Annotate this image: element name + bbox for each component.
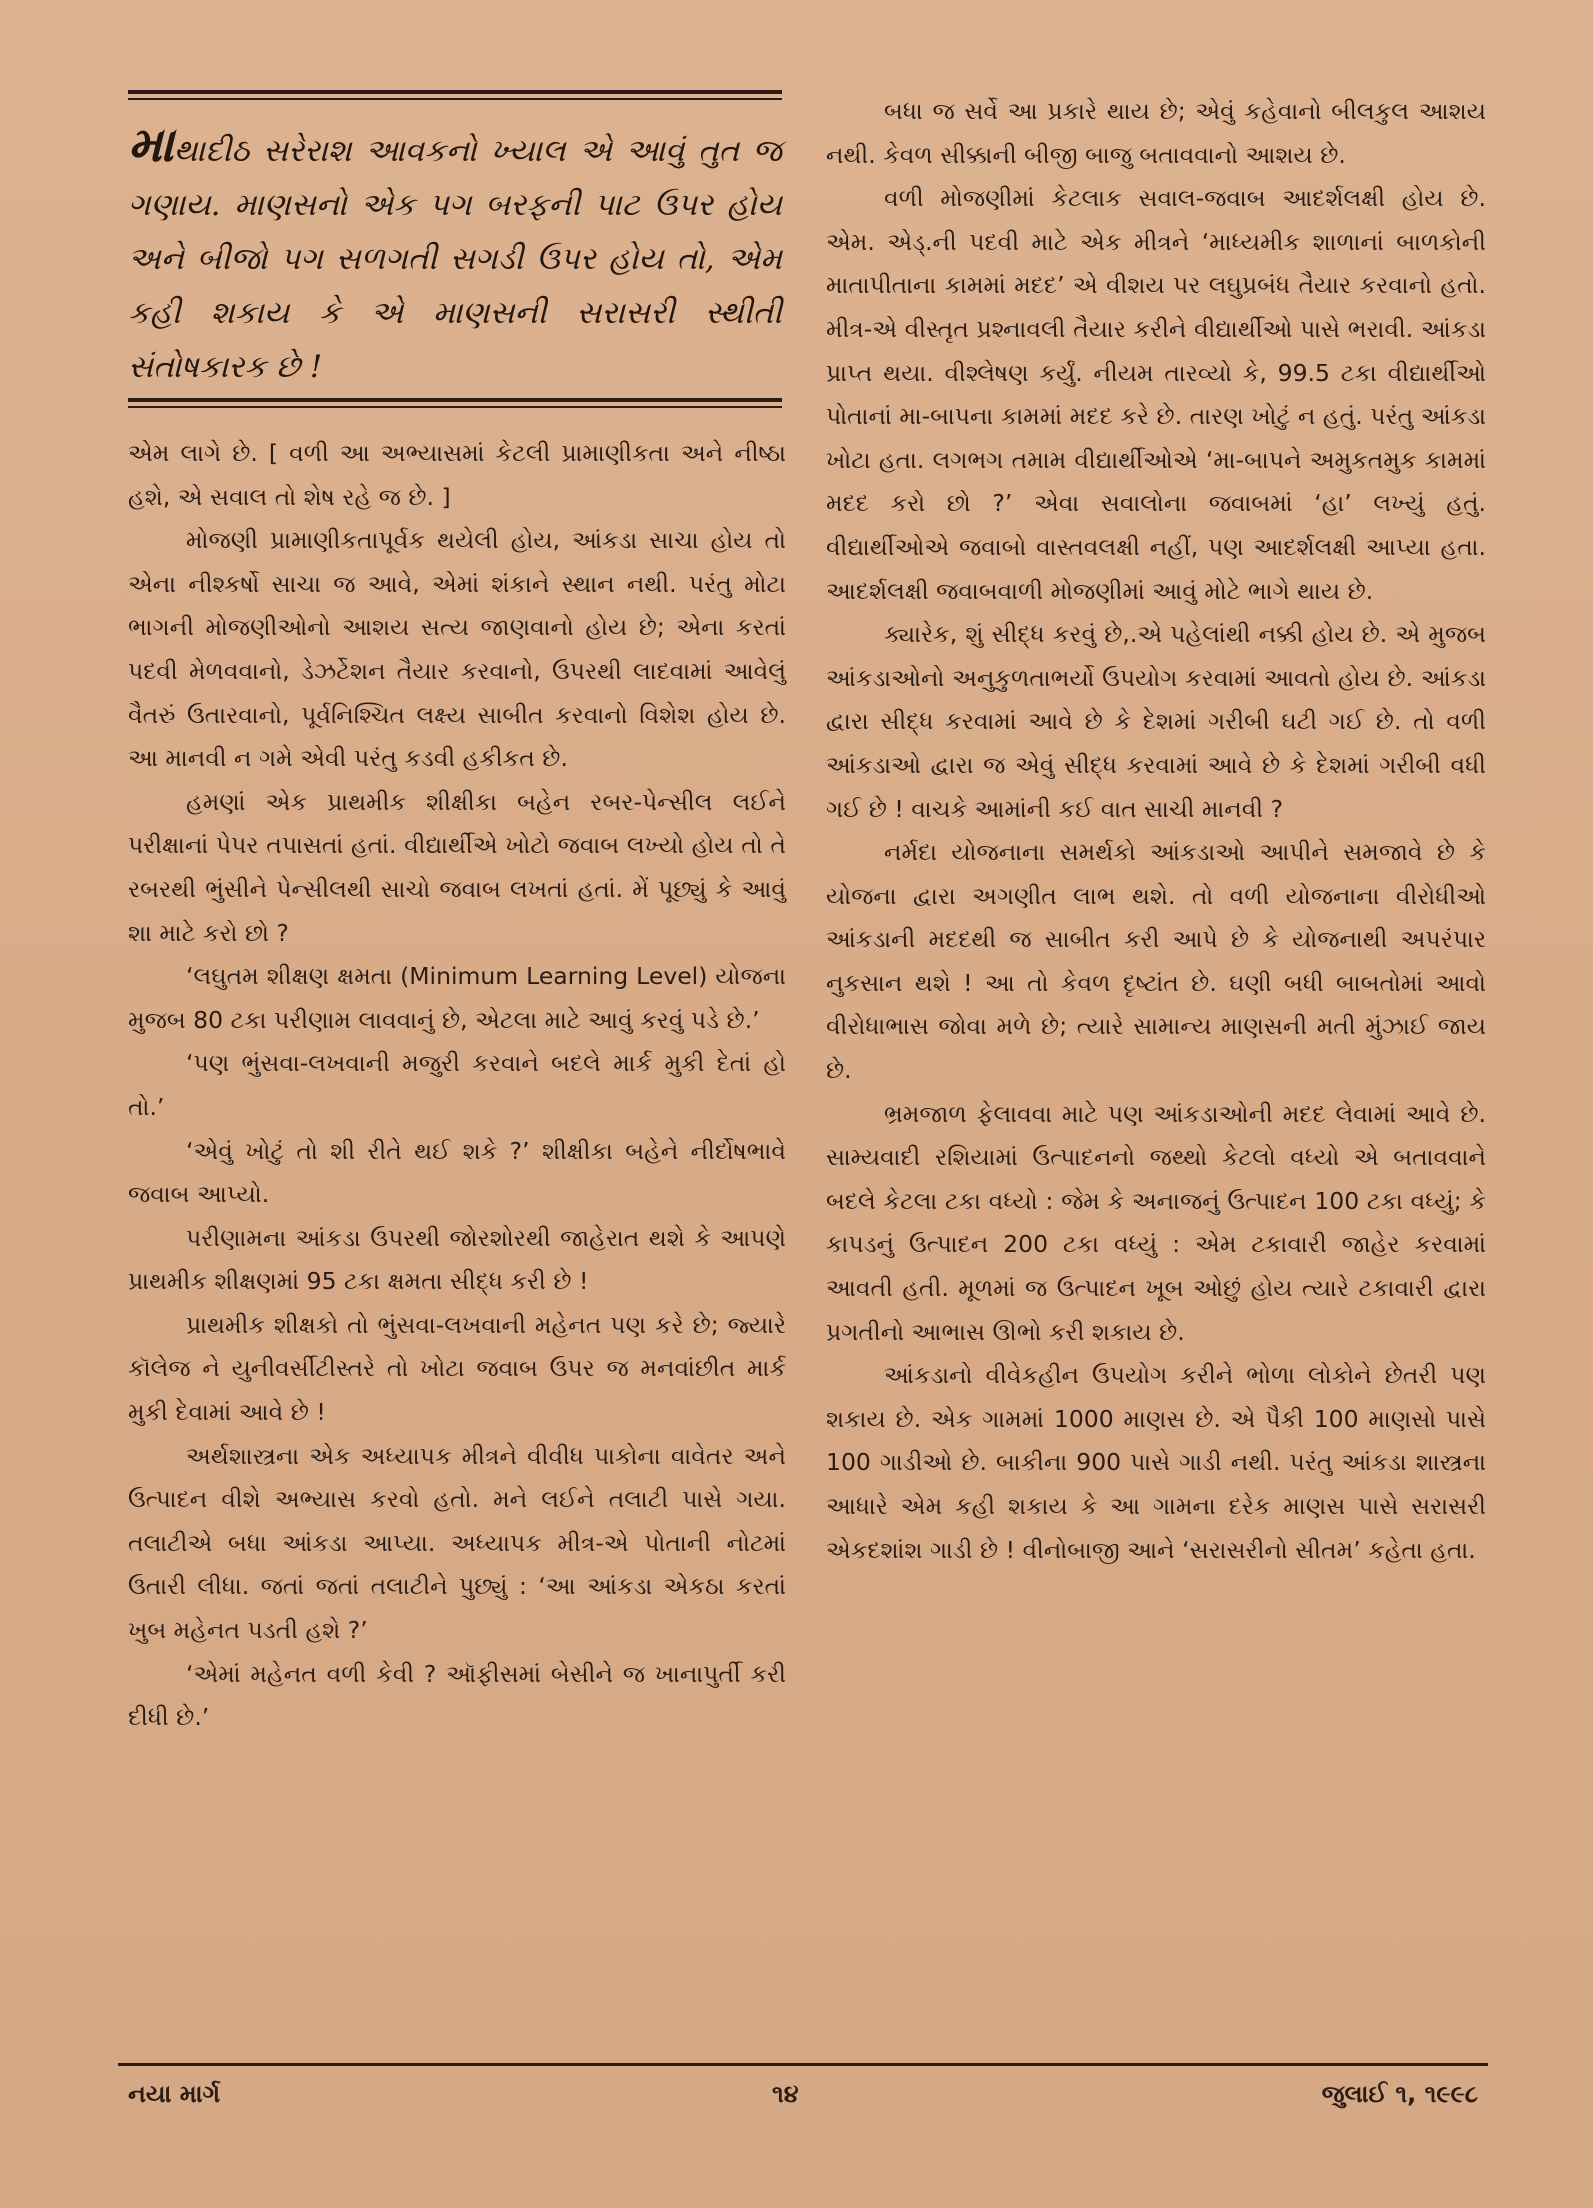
- paragraph: ‘એવું ખોટું તો શી રીતે થઈ શકે ?’ શીક્ષીકા બહેને નીર્દોષભાવે જવાબ આપ્યો.: [128, 1136, 786, 1209]
- paragraph: વળી મોજણીમાં કેટલાક સવાલ-જવાબ આદર્શલક્ષી હોય છે. એમ. એડ્.ની પદવી માટે એક મીત્રને ‘માધ્યમીક શાળાનાં બાળકોની માતાપીતાના કામમાં મદદ’ એ વીશય પર લઘુપ્રબંધ તૈયાર કરવાનો હતો. મીત્ર-એ વીસ્તૃત પ્રશ્નાવલી તૈયાર કરીને વીદ્યાર્થીઓ પાસે ભરાવી. આંકડા પ્રાપ્ત થયા. વીશ્લેષણ કર્યું. નીયમ તારવ્યો કે, 99.5 ટકા વીદ્યાર્થીઓ પોતાનાં મા-બાપના કામમાં મદદ કરે છે. તારણ ખોટું ન હતું. પરંતુ આંકડા ખોટા હતા. લગભગ તમામ વીદ્યાર્થીઓએ ‘મા-બાપને અમુકતમુક કામમાં મદદ કરો છો ?’ એવા સવાલોના જવાબમાં ‘હા’ લખ્યું હતું. વીદ્યાર્થીઓએ જવાબો વાસ્તવલક્ષી નહીં, પણ આદર્શલક્ષી આપ્યા હતા. આદર્શલક્ષી જવાબવાળી મોજણીમાં આવું મોટે ભાગે થાય છે.: [826, 184, 1486, 605]
- pull-quote-text: [128, 118, 782, 394]
- pull-quote-body: થાદીઠ સરેરાશ આવકનો ખ્યાલ એ આવું તુત જ ગણાય. માણસનો એક પગ બરફની પાટ ઉપર હોય અને બીજો પગ સળગતી સગડી ઉપર હોય તો, એમ કહી શકાય કે એ માણસની સરાસરી સ્થીતી સંતોષકારક છે !: [128, 133, 782, 385]
- issue-date: જુલાઈ ૧, ૧૯૯૮: [1321, 2080, 1478, 2108]
- paragraph: પરીણામના આંકડા ઉપરથી જોરશોરથી જાહેરાત થશે કે આપણે પ્રાથમીક શીક્ષણમાં 95 ટકા ક્ષમતા સીદ્ધ કરી છે !: [128, 1223, 786, 1296]
- paragraph: મોજણી પ્રામાણીકતાપૂર્વક થયેલી હોય, આંકડા સાચા હોય તો એના નીશ્કર્ષો સાચા જ આવે, એમાં શંકાને સ્થાન નથી. પરંતુ મોટા ભાગની મોજણીઓનો આશય સત્ય જાણવાનો હોય છે; એના કરતાં પદવી મેળવવાનો, ડેઝર્ટેશન તૈયાર કરવાનો, ઉપરથી લાદવામાં આવેલું વૈતરું ઉતારવાનો, પૂર્વનિશ્ચિત લક્ષ્ય સાબીત કરવાનો વિશેશ હોય છે. આ માનવી ન ગમે એવી પરંતુ કડવી હકીકત છે.: [128, 526, 786, 773]
- paragraph: હમણાં એક પ્રાથમીક શીક્ષીકા બહેન રબર-પેન્સીલ લઈને પરીક્ષાનાં પેપર તપાસતાં હતાં. વીદ્યાર્થીએ ખોટો જવાબ લખ્યો હોય તો તે રબરથી ભુંસીને પેન્સીલથી સાચો જવાબ લખતાં હતાં. મેં પૂછ્યું કે આવું શા માટે કરો છો ?: [128, 787, 786, 947]
- paragraph: ક્યારેક, શું સીદ્ધ કરવું છે,.એ પહેલાંથી નક્કી હોય છે. એ મુજબ આંકડાઓનો અનુકુળતાભર્યો ઉપયોગ કરવામાં આવતો હોય છે. આંકડા દ્વારા સીદ્ધ કરવામાં આવે છે કે દેશમાં ગરીબી ઘટી ગઈ છે. તો વળી આંકડાઓ દ્વારા જ એવું સીદ્ધ કરવામાં આવે છે કે દેશમાં ગરીબી વધી ગઈ છે ! વાચકે આમાંની કઈ વાત સાચી માનવી ?: [826, 620, 1486, 823]
- footer-rule: [118, 2063, 1488, 2066]
- paragraph: પ્રાથમીક શીક્ષકો તો ભુંસવા-લખવાની મહેનત પણ કરે છે; જ્યારે કૉલેજ ને યુનીવર્સીટીસ્તરે તો ખોટા જવાબ ઉપર જ મનવાંછીત માર્ક મુકી દેવામાં આવે છે !: [128, 1310, 786, 1427]
- paragraph: અર્થશાસ્ત્રના એક અધ્યાપક મીત્રને વીવીધ પાકોના વાવેતર અને ઉત્પાદન વીશે અભ્યાસ કરવો હતો. મને લઈને તલાટી પાસે ગયા. તલાટીએ બધા આંકડા આપ્યા. અધ્યાપક મીત્ર-એ પોતાની નોટમાં ઉતારી લીધા. જતાં જતાં તલાટીને પુછ્યું : ‘આ આંકડા એકઠા કરતાં ખુબ મહેનત પડતી હશે ?’: [128, 1441, 786, 1645]
- paragraph: ‘પણ ભુંસવા-લખવાની મજુરી કરવાને બદલે માર્ક મુકી દેતાં હો તો.’: [128, 1049, 786, 1121]
- pull-quote-bottom-rule: [128, 398, 782, 408]
- paragraph: આંકડાનો વીવેકહીન ઉપયોગ કરીને ભોળા લોકોને છેતરી પણ શકાય છે. એક ગામમાં 1000 માણસ છે. એ પૈકી 100 માણસો પાસે 100 ગાડીઓ છે. બાકીના 900 પાસે ગાડી નથી. પરંતુ આંકડા શાસ્ત્રના આધારે એમ કહી શકાય કે આ ગામના દરેક માણસ પાસે સરાસરી એકદશાંશ ગાડી છે ! વીનોબાજી આને ‘સરાસરીનો સીતમ’ કહેતા હતા.: [826, 1361, 1486, 1564]
- paragraph: નર્મદા યોજનાના સમર્થકો આંકડાઓ આપીને સમજાવે છે કે યોજના દ્વારા અગણીત લાભ થશે. તો વળી યોજનાના વીરોધીઓ આંકડાની મદદથી જ સાબીત કરી આપે છે કે યોજનાથી અપરંપાર નુકસાન થશે ! આ તો કેવળ દૃષ્ટાંત છે. ઘણી બધી બાબતોમાં આવો વીરોધાભાસ જોવા મળે છે; ત્યારે સામાન્ય માણસની મતી મુંઝાઈ જાય છે.: [826, 838, 1486, 1085]
- left-column: [128, 432, 786, 1740]
- pull-quote-top-rule: [128, 90, 782, 100]
- paragraph: ‘લઘુતમ શીક્ષણ ક્ષમતા (Minimum Learning Level) યોજના મુજબ 80 ટકા પરીણામ લાવવાનું છે, એટલા માટે આવું કરવું પડે છે.’: [128, 962, 786, 1034]
- paragraph: બધા જ સર્વે આ પ્રકારે થાય છે; એવું કહેવાનો બીલકુલ આશય નથી. કેવળ સીક્કાની બીજી બાજુ બતાવવાનો આશય છે.: [826, 97, 1486, 169]
- page-number: ૧૪: [772, 2080, 799, 2108]
- paragraph: ‘એમાં મહેનત વળી કેવી ? ઑફીસમાં બેસીને જ ખાનાપુર્તી કરી દીધી છે.’: [128, 1659, 786, 1732]
- magazine-name: નયા માર્ગ: [128, 2080, 221, 2108]
- paragraph: ભ્રમજાળ ફેલાવવા માટે પણ આંકડાઓની મદદ લેવામાં આવે છે. સામ્યવાદી રશિયામાં ઉત્પાદનનો જથ્થો કેટલો વધ્યો એ બતાવવાને બદલે કેટલા ટકા વધ્યો : જેમ કે અનાજનું ઉત્પાદન 100 ટકા વધ્યું; કે કાપડનું ઉત્પાદન 200 ટકા વધ્યું : એમ ટકાવારી જાહેર કરવામાં આવતી હતી. મૂળમાં જ ઉત્પાદન ખૂબ ઓછું હોય ત્યારે ટકાવારી દ્વારા પ્રગતીનો આભાસ ઊભો કરી શકાય છે.: [826, 1099, 1486, 1346]
- paragraph: એમ લાગે છે. [ વળી આ અભ્યાસમાં કેટલી પ્રામાણીકતા અને નીષ્ઠા હશે, એ સવાલ તો શેષ રહે જ છે. ]: [128, 439, 786, 511]
- right-column: [826, 90, 1486, 1572]
- pull-quote-drop-cap: મા: [128, 117, 174, 173]
- pull-quote: [128, 90, 782, 412]
